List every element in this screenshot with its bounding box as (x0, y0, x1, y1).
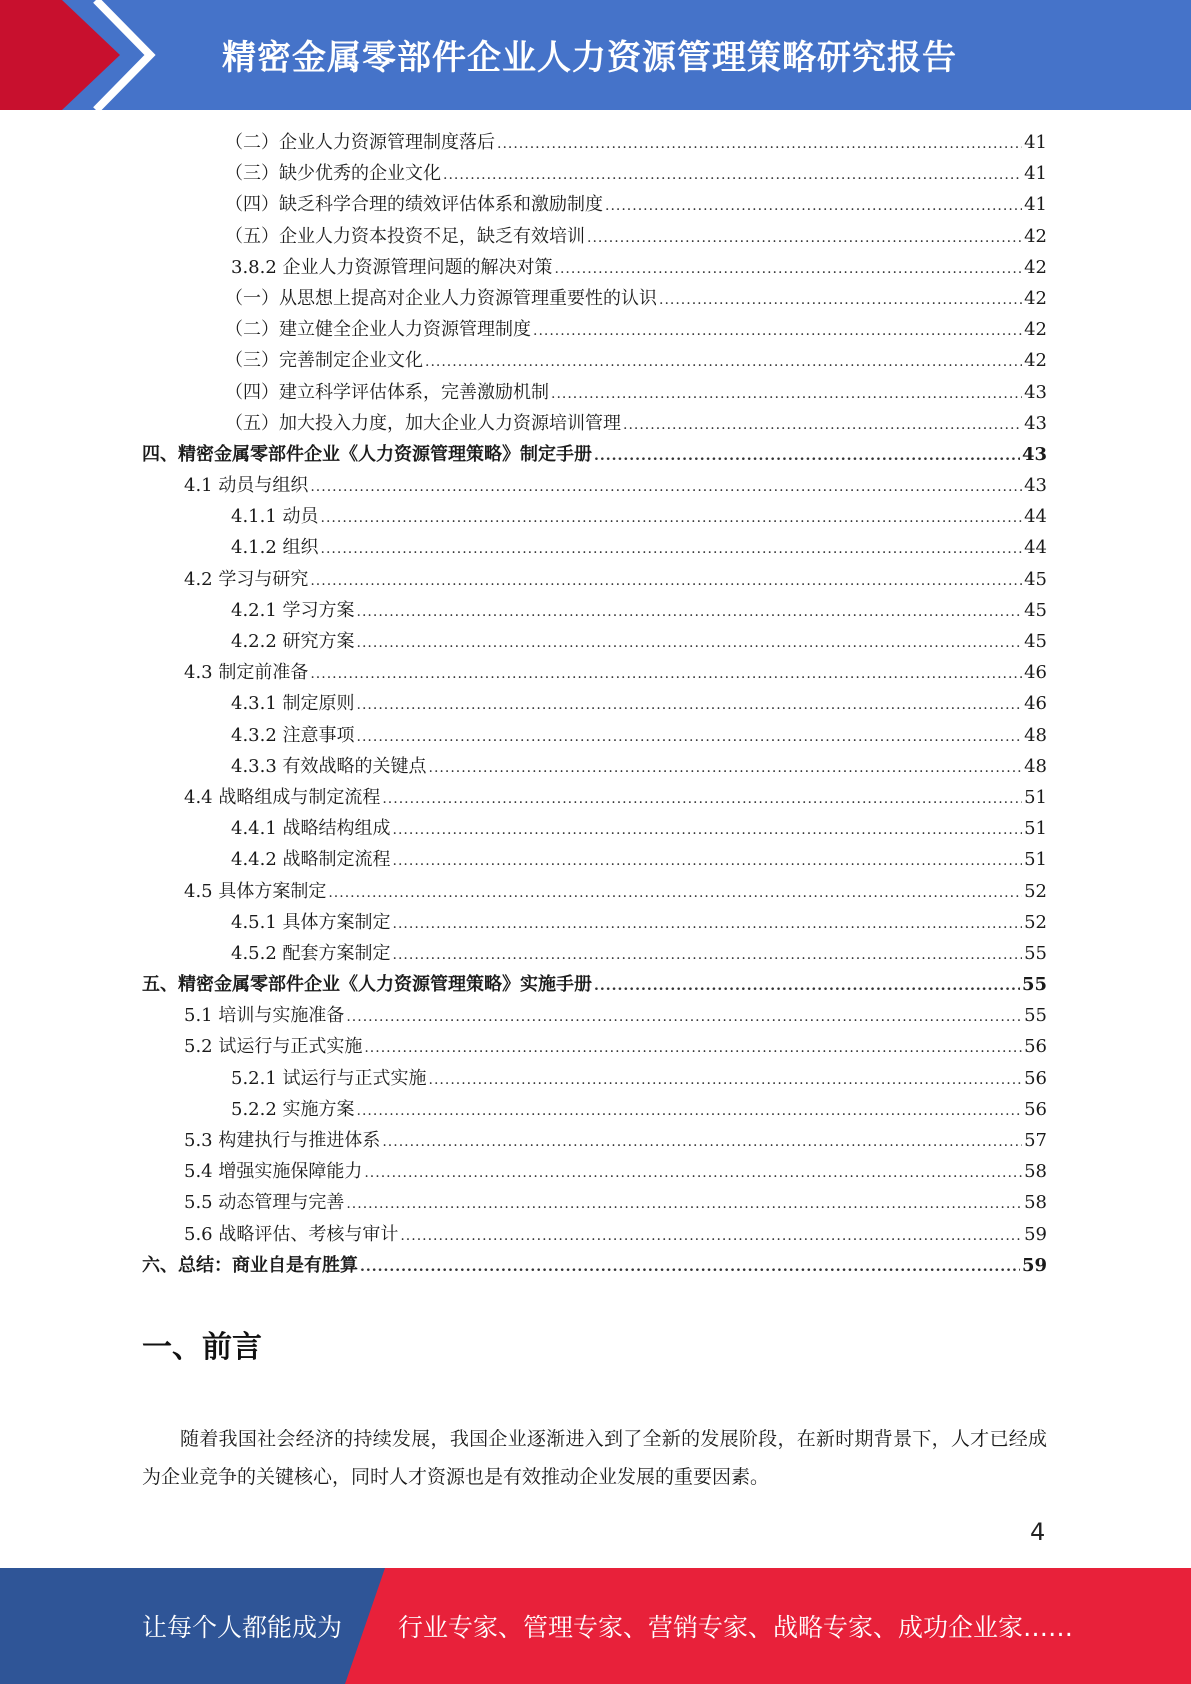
toc-leader-dots (429, 753, 1023, 784)
toc-entry[interactable] (142, 657, 1047, 688)
toc-entry-label: 4.4 战略组成与制定流程 (184, 786, 381, 808)
toc-entry-page: 44 (1024, 537, 1047, 559)
toc-entry-page: 59 (1021, 1254, 1047, 1276)
toc-leader-dots (400, 1221, 1022, 1252)
toc-entry[interactable] (142, 1094, 1047, 1125)
toc-entry[interactable] (142, 283, 1047, 314)
toc-entry-page: 42 (1024, 256, 1047, 278)
toc-entry-page: 56 (1024, 1036, 1047, 1058)
toc-entry-page: 52 (1024, 880, 1047, 902)
toc-entry-page: 55 (1024, 1005, 1047, 1027)
toc-entry-page: 45 (1024, 599, 1047, 621)
toc-leader-dots (659, 285, 1022, 316)
toc-leader-dots (321, 503, 1023, 534)
toc-entry-page: 46 (1024, 662, 1047, 684)
toc-entry-label: 4.2.2 研究方案 (231, 631, 355, 652)
toc-entry-page: 45 (1024, 568, 1047, 590)
toc-entry-label: 4.2.1 学习方案 (231, 599, 355, 621)
toc-entry-page: 51 (1024, 849, 1047, 871)
toc-entry[interactable] (142, 408, 1047, 439)
toc-entry[interactable] (142, 595, 1047, 626)
toc-entry-page: 44 (1024, 506, 1047, 528)
toc-entry-page: 56 (1024, 1098, 1047, 1120)
toc-leader-dots (346, 1002, 1022, 1033)
toc-entry-label: （一）从思想上提高对企业人力资源管理重要性的认识 (225, 287, 657, 309)
toc-entry-page: 52 (1024, 911, 1047, 933)
page-footer-banner (0, 1568, 1191, 1684)
toc-leader-dots (382, 784, 1022, 815)
toc-entry-label: 四、精密金属零部件企业《人力资源管理策略》制定手册 (142, 443, 592, 465)
toc-leader-dots (357, 722, 1023, 753)
toc-leader-dots (497, 129, 1022, 160)
toc-entry-page: 42 (1024, 319, 1047, 341)
toc-entry-page: 41 (1024, 132, 1047, 153)
toc-entry-label: （四）建立科学评估体系，完善激励机制 (225, 381, 549, 403)
report-title: 精密金属零部件企业人力资源管理策略研究报告 (222, 38, 957, 78)
toc-entry-page: 41 (1024, 194, 1047, 216)
toc-entry-page: 51 (1024, 786, 1047, 808)
toc-entry-label: 4.3.3 有效战略的关键点 (231, 755, 427, 777)
toc-entry[interactable] (142, 626, 1047, 657)
toc-leader-dots (443, 160, 1022, 191)
toc-entry-label: （五）加大投入力度，加大企业人力资源培训管理 (225, 412, 621, 434)
toc-leader-dots (357, 597, 1023, 628)
toc-entry-label: （四）缺乏科学合理的绩效评估体系和激励制度 (225, 194, 603, 216)
toc-entry-page: 43 (1021, 443, 1047, 465)
toc-entry[interactable] (142, 532, 1047, 563)
toc-chapter-entry[interactable] (142, 1250, 1047, 1281)
toc-leader-dots (346, 1189, 1022, 1220)
toc-entry-page: 57 (1024, 1130, 1047, 1151)
footer-slogan-right: 行业专家、管理专家、营销专家、战略专家、成功企业家…… (398, 1613, 1074, 1642)
toc-entry[interactable] (142, 127, 1047, 158)
toc-entry-label: 4.3.1 制定原则 (231, 693, 355, 715)
toc-leader-dots (310, 472, 1022, 503)
toc-entry[interactable] (142, 470, 1047, 501)
toc-entry-label: 五、精密金属零部件企业《人力资源管理策略》实施手册 (142, 974, 592, 996)
toc-leader-dots (594, 441, 1020, 472)
toc-entry-label: 5.4 增强实施保障能力 (184, 1161, 363, 1183)
toc-entry-page: 55 (1024, 942, 1047, 964)
toc-entry[interactable] (142, 189, 1047, 220)
toc-entry[interactable] (142, 345, 1047, 376)
toc-entry[interactable] (142, 252, 1047, 283)
toc-entry[interactable] (142, 221, 1047, 252)
page-header-banner (0, 0, 1191, 110)
toc-entry[interactable] (142, 158, 1047, 189)
toc-entry-label: 5.6 战略评估、考核与审计 (184, 1223, 399, 1245)
toc-entry-label: 4.5.1 具体方案制定 (231, 911, 391, 933)
toc-entry[interactable] (142, 938, 1047, 969)
toc-leader-dots (393, 815, 1023, 846)
section-heading: 一、前言 (142, 1330, 262, 1365)
toc-leader-dots (605, 191, 1022, 222)
toc-entry[interactable] (142, 720, 1047, 751)
toc-entry[interactable] (142, 1000, 1047, 1031)
toc-entry-label: 5.3 构建执行与推进体系 (184, 1130, 381, 1151)
toc-entry-page: 58 (1024, 1192, 1047, 1214)
toc-entry[interactable] (142, 688, 1047, 719)
toc-entry[interactable] (142, 1125, 1047, 1156)
toc-entry-label: 4.4.2 战略制定流程 (231, 849, 391, 871)
toc-leader-dots (357, 690, 1023, 721)
toc-chapter-entry[interactable] (142, 969, 1047, 1000)
toc-entry[interactable] (142, 314, 1047, 345)
toc-entry[interactable] (142, 1219, 1047, 1250)
toc-entry-label: （二）企业人力资源管理制度落后 (225, 132, 495, 153)
toc-entry-page: 51 (1024, 818, 1047, 840)
toc-leader-dots (310, 659, 1022, 690)
toc-entry-label: （五）企业人力资本投资不足，缺乏有效培训 (225, 225, 585, 247)
toc-leader-dots (357, 1096, 1023, 1127)
toc-leader-dots (357, 628, 1023, 659)
toc-entry-label: 4.2 学习与研究 (184, 568, 309, 590)
toc-entry[interactable] (142, 876, 1047, 907)
toc-leader-dots (364, 1033, 1022, 1064)
footer-slogan-left: 让每个人都能成为 (142, 1613, 343, 1642)
toc-leader-dots (382, 1127, 1022, 1158)
toc-entry[interactable] (142, 377, 1047, 408)
toc-leader-dots (328, 878, 1022, 909)
body-paragraph: 随着我国社会经济的持续发展，我国企业逐渐进入到了全新的发展阶段，在新时期背景下，人才已经成为企业竞争的关键核心，同时人才资源也是有效推动企业发展的重要因素。 (142, 1428, 1047, 1488)
toc-entry-label: 4.5.2 配套方案制定 (231, 942, 391, 964)
toc-leader-dots (555, 254, 1023, 285)
toc-leader-dots (310, 566, 1022, 597)
toc-entry-label: 六、总结：商业自是有胜算 (142, 1254, 358, 1276)
toc-leader-dots (594, 971, 1020, 1002)
toc-entry-page: 42 (1024, 350, 1047, 372)
toc-entry-page: 56 (1024, 1067, 1047, 1089)
toc-leader-dots (623, 410, 1022, 441)
toc-entry-label: 4.1 动员与组织 (184, 475, 309, 497)
toc-leader-dots (393, 909, 1023, 940)
toc-leader-dots (551, 379, 1022, 410)
toc-entry-label: （三）完善制定企业文化 (225, 350, 423, 372)
toc-entry-label: 5.2.2 实施方案 (231, 1098, 355, 1120)
toc-entry[interactable] (142, 844, 1047, 875)
toc-entry-page: 42 (1024, 287, 1047, 309)
toc-entry[interactable] (142, 564, 1047, 595)
page-number: 4 (1030, 1518, 1046, 1546)
toc-entry-label: 4.3 制定前准备 (184, 662, 309, 684)
table-of-contents (142, 127, 1047, 1281)
toc-leader-dots (360, 1252, 1020, 1283)
toc-entry-page: 59 (1024, 1223, 1047, 1245)
toc-entry-page: 55 (1021, 974, 1047, 996)
toc-entry[interactable] (142, 907, 1047, 938)
toc-entry[interactable] (142, 501, 1047, 532)
toc-entry-label: 5.2.1 试运行与正式实施 (231, 1067, 427, 1089)
toc-entry[interactable] (142, 1031, 1047, 1062)
toc-entry[interactable] (142, 813, 1047, 844)
toc-leader-dots (587, 223, 1022, 254)
toc-entry-page: 41 (1024, 163, 1047, 185)
toc-leader-dots (393, 846, 1023, 877)
toc-entry-label: 5.1 培训与实施准备 (184, 1005, 345, 1027)
toc-entry-page: 48 (1024, 724, 1047, 746)
toc-entry-label: 4.1.2 组织 (231, 537, 319, 559)
toc-entry-label: 4.1.1 动员 (231, 506, 319, 528)
toc-chapter-entry[interactable] (142, 439, 1047, 470)
toc-entry-label: 5.2 试运行与正式实施 (184, 1036, 363, 1058)
toc-entry-page: 43 (1024, 381, 1047, 403)
toc-entry[interactable] (142, 1063, 1047, 1094)
toc-entry-label: 4.4.1 战略结构组成 (231, 818, 391, 840)
toc-entry-page: 43 (1024, 412, 1047, 434)
toc-entry[interactable] (142, 751, 1047, 782)
toc-entry[interactable] (142, 1156, 1047, 1187)
toc-leader-dots (533, 316, 1022, 347)
toc-entry-label: （二）建立健全企业人力资源管理制度 (225, 319, 531, 341)
toc-entry[interactable] (142, 1187, 1047, 1218)
toc-leader-dots (393, 940, 1023, 971)
toc-leader-dots (429, 1065, 1023, 1096)
toc-leader-dots (364, 1158, 1022, 1189)
toc-entry-page: 48 (1024, 755, 1047, 777)
toc-entry-page: 46 (1024, 693, 1047, 715)
toc-entry-page: 42 (1024, 225, 1047, 247)
toc-leader-dots (425, 347, 1022, 378)
toc-entry-label: 3.8.2 企业人力资源管理问题的解决对策 (231, 256, 553, 278)
toc-entry-label: （三）缺少优秀的企业文化 (225, 163, 441, 185)
toc-entry-label: 4.5 具体方案制定 (184, 880, 327, 902)
toc-entry[interactable] (142, 782, 1047, 813)
toc-entry-label: 4.3.2 注意事项 (231, 724, 355, 746)
toc-entry-page: 58 (1024, 1161, 1047, 1183)
toc-leader-dots (321, 534, 1023, 565)
toc-entry-page: 45 (1024, 631, 1047, 652)
toc-entry-label: 5.5 动态管理与完善 (184, 1192, 345, 1214)
toc-entry-page: 43 (1024, 475, 1047, 497)
